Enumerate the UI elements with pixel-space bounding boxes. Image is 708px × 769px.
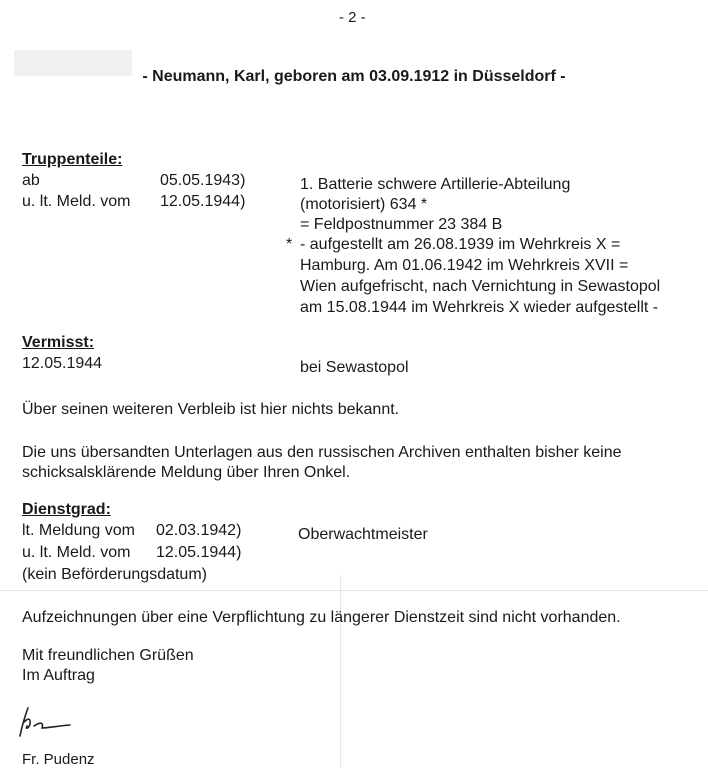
troops-label-2: u. lt. Meld. vom bbox=[22, 193, 131, 210]
rank-label-2: u. lt. Meld. vom bbox=[22, 544, 131, 561]
page-number: - 2 - bbox=[339, 9, 366, 26]
rank-date-2: 12.05.1944) bbox=[156, 544, 242, 561]
section-title-rank: Dienstgrad: bbox=[22, 501, 111, 518]
document-heading: - Neumann, Karl, geboren am 03.09.1912 in Düsseldorf - bbox=[142, 68, 566, 85]
bleedthrough-rule bbox=[340, 575, 341, 768]
paragraph-fate: Über seinen weiteren Verbleib ist hier nichts bekannt. bbox=[22, 401, 400, 418]
missing-place: bei Sewastopol bbox=[300, 359, 409, 376]
bleedthrough-rule bbox=[0, 590, 708, 591]
unit-line-2: (motorisiert) 634 * bbox=[300, 196, 428, 213]
unit-line-7: am 15.08.1944 im Wehrkreis X wieder aufgestellt - bbox=[300, 299, 659, 316]
paragraph-archives-line-1: Die uns übersandten Unterlagen aus den russischen Archiven enthalten bisher keine bbox=[22, 444, 622, 461]
section-title-troops: Truppenteile: bbox=[22, 151, 123, 168]
unit-line-3: = Feldpostnummer 23 384 B bbox=[300, 216, 503, 233]
rank-note: (kein Beförderungsdatum) bbox=[22, 566, 207, 583]
paragraph-archives-line-2: schicksalsklärende Meldung über Ihren Onkel. bbox=[22, 464, 351, 481]
handwritten-signature bbox=[14, 704, 80, 740]
section-title-missing: Vermisst: bbox=[22, 334, 95, 351]
closing-greeting: Mit freundlichen Grüßen bbox=[22, 647, 194, 664]
footnote-marker: * bbox=[286, 236, 293, 253]
rank-value: Oberwachtmeister bbox=[298, 526, 428, 543]
troops-label-1: ab bbox=[22, 172, 40, 189]
rank-date-1: 02.03.1942) bbox=[156, 522, 242, 539]
closing-on-behalf: Im Auftrag bbox=[22, 667, 95, 684]
unit-line-6: Wien aufgefrischt, nach Vernichtung in Sewastopol bbox=[300, 278, 661, 295]
unit-line-1: 1. Batterie schwere Artillerie-Abteilung bbox=[300, 176, 571, 193]
troops-date-2: 12.05.1944) bbox=[160, 193, 246, 210]
rank-label-1: lt. Meldung vom bbox=[22, 522, 135, 539]
unit-line-4: - aufgestellt am 26.08.1939 im Wehrkreis X = bbox=[300, 236, 621, 253]
unit-line-5: Hamburg. Am 01.06.1942 im Wehrkreis XVII = bbox=[300, 257, 629, 274]
signer-name: Fr. Pudenz bbox=[22, 751, 95, 768]
missing-date: 12.05.1944 bbox=[22, 355, 103, 372]
paragraph-service: Aufzeichnungen über eine Verpflichtung zu längerer Dienstzeit sind nicht vorhanden. bbox=[22, 609, 621, 626]
troops-date-1: 05.05.1943) bbox=[160, 172, 246, 189]
